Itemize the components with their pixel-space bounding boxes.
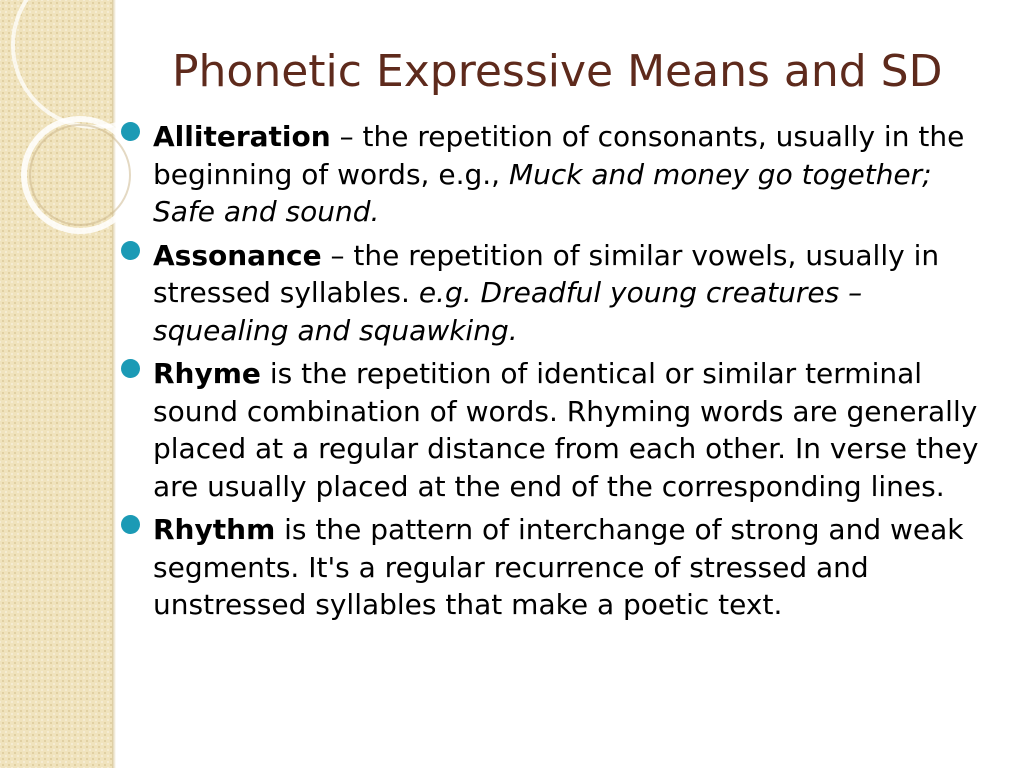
bullet-term: Alliteration	[153, 120, 331, 153]
bullet-icon	[121, 359, 140, 378]
bullet-example: e.g. Dreadful young creatures – squealing and squawking.	[153, 276, 863, 347]
bullet-list	[120, 118, 1000, 630]
bullet-term: Rhyme	[153, 357, 261, 390]
bullet-item-assonance	[120, 237, 1000, 350]
bullet-example: Muck and money go together; Safe and sound.	[153, 157, 932, 228]
bullet-text: – the repetition of consonants, usually in the beginning of words, e.g.,	[153, 120, 965, 191]
bullet-term: Rhythm	[153, 513, 276, 546]
bullet-icon	[121, 515, 140, 534]
bullet-item-alliteration	[120, 118, 1000, 231]
slide-title: Phonetic Expressive Means and SD	[172, 46, 943, 97]
bullet-text: – the repetition of similar vowels, usually in stressed syllables.	[153, 238, 940, 309]
bullet-term: Assonance	[153, 238, 322, 272]
bullet-text: is the pattern of interchange of strong and weak segments. It's a regular recurrence of stressed and unstressed syllables that make a poetic text.	[153, 513, 964, 621]
bullet-item-rhyme	[120, 355, 1000, 505]
bullet-text: is the repetition of identical or similar terminal sound combination of words. Rhyming words are generally placed at a regular distance from each other. In verse they are usually placed at the end of the corresponding lines.	[153, 357, 979, 503]
bullet-icon	[121, 122, 140, 141]
bullet-item-rhythm	[120, 511, 1000, 624]
bullet-icon	[121, 241, 140, 260]
